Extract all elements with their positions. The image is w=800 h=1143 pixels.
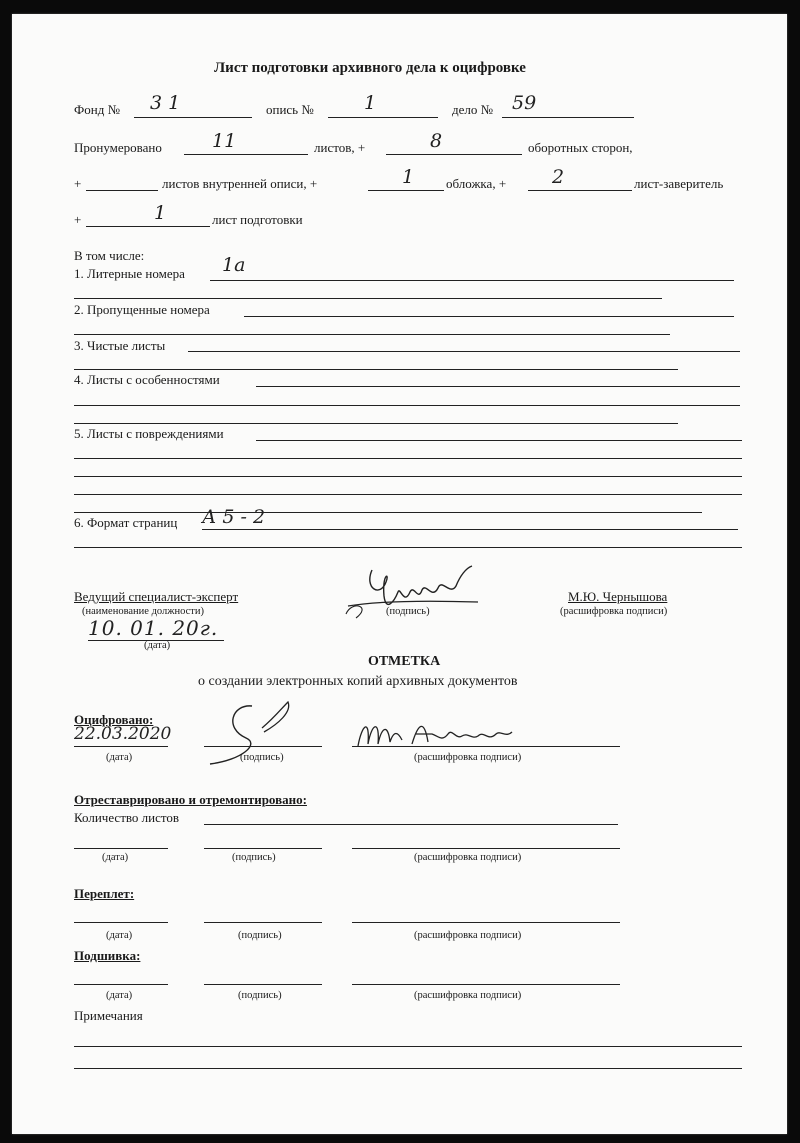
stitching-label: Подшивка: <box>74 948 141 963</box>
prep-value: 1 <box>154 202 167 224</box>
numbered-label: Пронумеровано <box>74 140 162 155</box>
inner-plus: + <box>74 176 82 191</box>
notes-line-2 <box>74 1068 742 1069</box>
digitized-date-line <box>74 746 168 747</box>
stitching-name-line <box>352 984 620 985</box>
digitized-name-caption: (расшифровка подписи) <box>414 752 522 763</box>
item3-extra-line <box>74 369 678 370</box>
item2-label: 2. Пропущенные номера <box>74 302 210 317</box>
specialist-position: Ведущий специалист-эксперт <box>74 589 239 604</box>
restored-signature-line <box>204 848 322 849</box>
specialist-name-caption: (расшифровка подписи) <box>560 606 668 617</box>
item5-line <box>256 440 742 441</box>
binding-date-caption: (дата) <box>106 930 133 941</box>
restored-signature-caption: (подпись) <box>232 852 276 863</box>
cert-label: лист-заверитель <box>634 176 724 191</box>
specialist-name: М.Ю. Чернышова <box>568 589 668 604</box>
binding-date-line <box>74 922 168 923</box>
digitized-label: Оцифровано: <box>74 712 154 727</box>
prep-label: лист подготовки <box>212 212 303 227</box>
fond-line <box>134 117 252 118</box>
notes-line-1 <box>74 1046 742 1047</box>
restored-label: Отреставрировано и отремонтировано: <box>74 792 307 807</box>
document-page <box>12 14 787 1134</box>
item1-label: 1. Литерные номера <box>74 266 185 281</box>
including-label: В том числе: <box>74 248 145 263</box>
stitching-date-line <box>74 984 168 985</box>
reverse-value: 8 <box>430 130 443 152</box>
digitized-date-value: 22.03.2020 <box>74 724 172 744</box>
item1-extra-line <box>74 298 662 299</box>
binding-label: Переплет: <box>74 886 135 901</box>
item5-extra-line-1 <box>74 458 742 459</box>
item5-extra-line-4 <box>74 512 702 513</box>
item4-label: 4. Листы с особенностями <box>74 372 220 387</box>
prep-plus: + <box>74 212 82 227</box>
item4-extra-line-1 <box>74 405 740 406</box>
restored-name-caption: (расшифровка подписи) <box>414 852 522 863</box>
stitching-name-caption: (расшифровка подписи) <box>414 990 522 1001</box>
reverse-line <box>386 154 522 155</box>
item6-value: А 5 - 2 <box>202 506 266 528</box>
digitized-date-caption: (дата) <box>106 752 133 763</box>
inner-label: листов внутренней описи, + <box>162 176 318 191</box>
item2-line <box>244 316 734 317</box>
item6-line <box>202 529 738 530</box>
sheets-value: 11 <box>212 130 237 152</box>
delo-label: дело № <box>452 102 494 117</box>
delo-line <box>502 117 634 118</box>
binding-name-line <box>352 922 620 923</box>
item3-line <box>188 351 740 352</box>
specialist-date-caption: (дата) <box>144 640 171 651</box>
item2-extra-line <box>74 334 670 335</box>
mark-title: ОТМЕТКА <box>368 654 441 669</box>
restored-date-caption: (дата) <box>102 852 129 863</box>
item4-line <box>256 386 740 387</box>
cert-line <box>528 190 632 191</box>
item5-extra-line-2 <box>74 476 742 477</box>
digitized-name-line <box>352 746 620 747</box>
prep-line <box>86 226 210 227</box>
digitized-signature-line <box>204 746 322 747</box>
item1-value: 1а <box>222 254 246 276</box>
restored-count-label: Количество листов <box>74 810 180 825</box>
mark-subtitle: о создании электронных копий архивных документов <box>198 674 518 689</box>
stitching-date-caption: (дата) <box>106 990 133 1001</box>
item6-extra-line <box>74 547 742 548</box>
specialist-signature-caption: (подпись) <box>386 606 430 617</box>
opis-value: 1 <box>364 92 377 114</box>
restored-date-line <box>74 848 168 849</box>
opis-line <box>328 117 438 118</box>
inner-line <box>86 190 158 191</box>
position-caption: (наименование должности) <box>82 606 205 617</box>
cover-line <box>368 190 444 191</box>
item6-label: 6. Формат страниц <box>74 515 178 530</box>
delo-value: 59 <box>512 92 537 114</box>
cover-value: 1 <box>402 166 415 188</box>
sheets-label: листов, + <box>314 140 366 155</box>
fond-value: 3 1 <box>150 92 181 114</box>
opis-label: опись № <box>266 102 314 117</box>
binding-signature-caption: (подпись) <box>238 930 282 941</box>
stitching-signature-caption: (подпись) <box>238 990 282 1001</box>
restored-count-line <box>204 824 618 825</box>
specialist-date-value: 10. 01. 20г. <box>88 616 219 640</box>
reverse-label: оборотных сторон, <box>528 140 633 155</box>
binding-name-caption: (расшифровка подписи) <box>414 930 522 941</box>
cert-value: 2 <box>552 166 565 188</box>
stitching-signature-line <box>204 984 322 985</box>
cover-label: обложка, + <box>446 176 507 191</box>
binding-signature-line <box>204 922 322 923</box>
item4-extra-line-2 <box>74 423 678 424</box>
restored-name-line <box>352 848 620 849</box>
digitized-signature-caption: (подпись) <box>240 752 284 763</box>
item5-label: 5. Листы с повреждениями <box>74 426 224 441</box>
item1-line <box>210 280 734 281</box>
digitized-name-handwriting <box>352 714 522 750</box>
fond-label: Фонд № <box>74 102 120 117</box>
document-title: Лист подготовки архивного дела к оцифровке <box>214 60 526 76</box>
notes-label: Примечания <box>74 1008 143 1023</box>
sheets-line <box>184 154 308 155</box>
item3-label: 3. Чистые листы <box>74 338 166 353</box>
item5-extra-line-3 <box>74 494 742 495</box>
